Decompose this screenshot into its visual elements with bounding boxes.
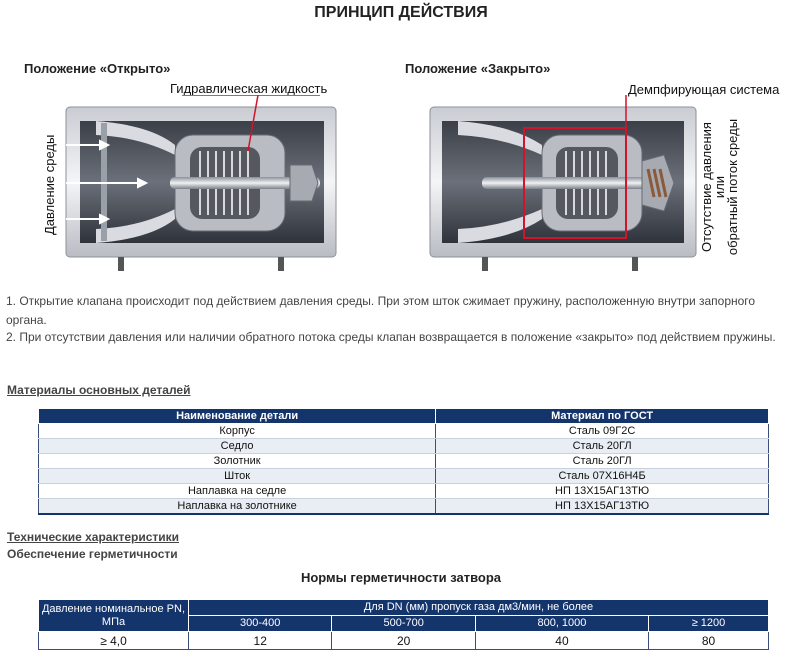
- part-cell: Наплавка на седле: [39, 484, 436, 499]
- part-cell: Седло: [39, 439, 436, 454]
- part-cell: Корпус: [39, 424, 436, 439]
- hydraulic-fluid-callout: Гидравлическая жидкость: [170, 81, 328, 96]
- materials-col-part: Наименование детали: [39, 409, 436, 424]
- dn-range-header: 500-700: [332, 616, 475, 632]
- tech-specs-heading-link[interactable]: Технические характеристики: [7, 530, 180, 544]
- no-pressure-label: Отсутствие давления или обратный поток среды: [699, 118, 740, 256]
- dn-range-header: 300-400: [189, 616, 332, 632]
- materials-table: [38, 408, 769, 515]
- dn-range-header: ≥ 1200: [649, 616, 769, 632]
- dn-header: Для DN (мм) пропуск газа дм3/мин, не более: [189, 600, 769, 616]
- part-cell: Шток: [39, 469, 436, 484]
- materials-col-material: Материал по ГОСТ: [436, 409, 769, 424]
- closed-position-label: Положение «Закрыто»: [405, 61, 551, 76]
- leak-value-cell: 12: [189, 632, 332, 650]
- material-cell: Сталь 07Х16Н4Б: [436, 469, 769, 484]
- material-cell: Сталь 09Г2С: [436, 424, 769, 439]
- damping-system-callout: Демпфирующая система: [628, 82, 780, 97]
- material-cell: НП 13Х15АГ13ТЮ: [436, 499, 769, 514]
- table-row: [39, 499, 769, 514]
- paragraph-closing: 2. При отсутствии давления или наличии обратного потока среды клапан возвращается в положение «закрыто» под действием пружины.: [6, 330, 776, 344]
- materials-heading-link[interactable]: Материалы основных деталей: [7, 383, 191, 397]
- pn-value-cell: ≥ 4,0: [39, 632, 189, 650]
- part-cell: Золотник: [39, 454, 436, 469]
- norms-table-title: Нормы герметичности затвора: [300, 570, 502, 585]
- open-valve-diagram: [0, 95, 402, 275]
- closed-valve-diagram: [402, 95, 702, 275]
- table-row: [39, 439, 769, 454]
- table-row: [39, 484, 769, 499]
- material-cell: Сталь 20ГЛ: [436, 454, 769, 469]
- leak-value-cell: 40: [475, 632, 648, 650]
- open-position-label: Положение «Открыто»: [24, 61, 171, 76]
- table-row: [39, 632, 769, 650]
- seal-heading: Обеспечение герметичности: [7, 547, 178, 561]
- table-row: [39, 469, 769, 484]
- dn-range-header: 800, 1000: [475, 616, 648, 632]
- part-cell: Наплавка на золотнике: [39, 499, 436, 514]
- leak-value-cell: 20: [332, 632, 475, 650]
- table-row: [39, 424, 769, 439]
- pn-header: Давление номинальное PN, МПа: [39, 600, 189, 632]
- page-title: ПРИНЦИП ДЕЙСТВИЯ: [314, 4, 488, 21]
- material-cell: НП 13Х15АГ13ТЮ: [436, 484, 769, 499]
- leak-value-cell: 80: [649, 632, 769, 650]
- norms-table: [38, 599, 769, 650]
- material-cell: Сталь 20ГЛ: [436, 439, 769, 454]
- paragraph-opening: 1. Открытие клапана происходит под действием давления среды. При этом шток сжимает пружину, расположенную внутри запорного органа.: [6, 294, 756, 327]
- table-row: [39, 454, 769, 469]
- medium-pressure-label: Давление среды: [42, 134, 57, 235]
